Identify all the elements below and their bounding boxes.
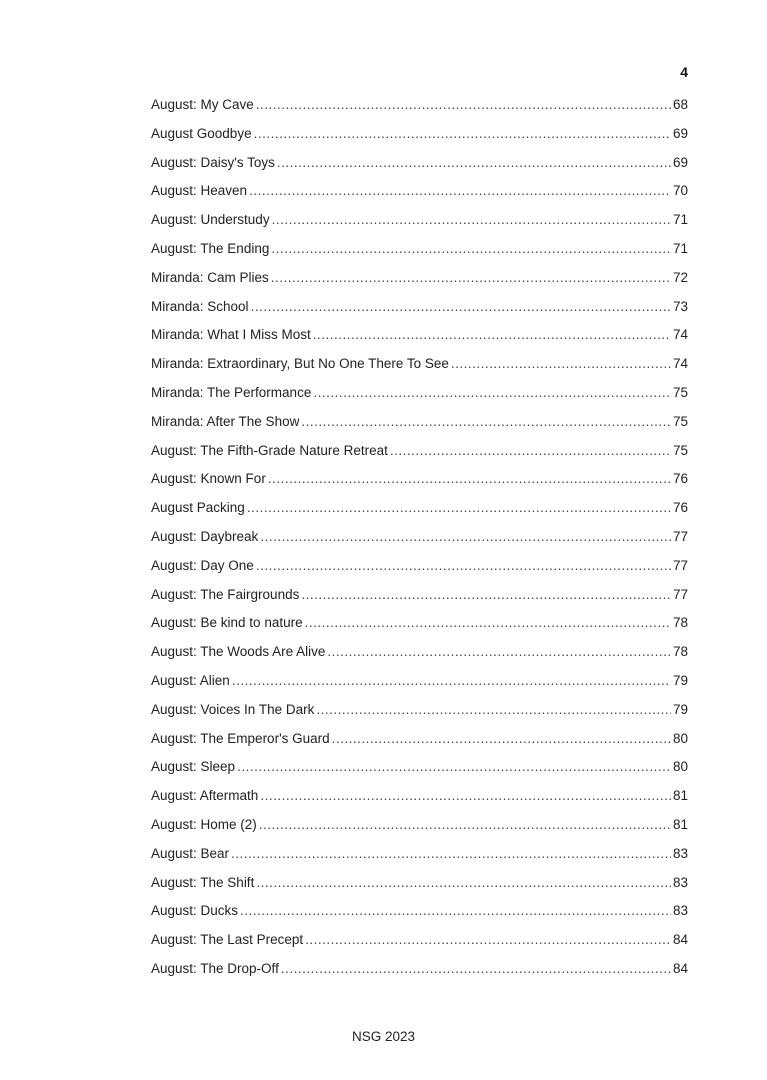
toc-entry-title: August: The Last Precept — [151, 932, 304, 948]
toc-entry-title: August: Sleep — [151, 759, 236, 775]
toc-dot-leader — [249, 183, 671, 198]
toc-entry-title: Miranda: The Performance — [151, 384, 312, 400]
toc-entry[interactable] — [151, 759, 688, 788]
toc-dot-leader — [231, 846, 671, 861]
toc-entry-page-number: 79 — [672, 701, 688, 717]
toc-entry-title: August: The Drop-Off — [151, 960, 279, 976]
toc-entry-page-number: 75 — [672, 442, 688, 458]
toc-entry[interactable] — [151, 731, 688, 760]
toc-dot-leader — [332, 731, 671, 746]
toc-entry-page-number: 75 — [672, 384, 688, 400]
toc-entry-page-number: 75 — [672, 413, 688, 429]
toc-dot-leader — [316, 702, 671, 717]
toc-entry-page-number: 83 — [672, 903, 688, 919]
toc-dot-leader — [281, 961, 671, 976]
toc-entry-title: August: Understudy — [151, 212, 270, 228]
toc-entry[interactable] — [151, 673, 688, 702]
toc-entry-title: Miranda: Extraordinary, But No One There To See — [151, 356, 449, 372]
toc-entry[interactable] — [151, 903, 688, 932]
toc-entry-page-number: 78 — [672, 615, 688, 631]
toc-entry-title: August: Home (2) — [151, 816, 257, 832]
toc-entry-title: August: Heaven — [151, 183, 248, 199]
toc-dot-leader — [313, 385, 671, 400]
toc-entry[interactable] — [151, 558, 688, 587]
toc-dot-leader — [271, 241, 671, 256]
toc-entry[interactable] — [151, 500, 688, 529]
toc-entry[interactable] — [151, 615, 688, 644]
toc-dot-leader — [260, 529, 671, 544]
toc-entry-page-number: 84 — [672, 932, 688, 948]
toc-dot-leader — [271, 270, 671, 285]
toc-dot-leader — [259, 817, 671, 832]
toc-entry[interactable] — [151, 529, 688, 558]
toc-entry-title: August Packing — [151, 500, 245, 516]
toc-entry-title: August: The Fifth-Grade Nature Retreat — [151, 442, 388, 458]
toc-entry-page-number: 77 — [672, 557, 688, 573]
toc-entry[interactable] — [151, 961, 688, 990]
toc-entry-page-number: 69 — [672, 125, 688, 141]
toc-entry[interactable] — [151, 97, 688, 126]
toc-dot-leader — [327, 644, 671, 659]
toc-entry[interactable] — [151, 126, 688, 155]
toc-entry-page-number: 71 — [672, 240, 688, 256]
toc-entry-title: August: Day One — [151, 557, 254, 573]
toc-entry-page-number: 79 — [672, 672, 688, 688]
toc-entry-title: August: Aftermath — [151, 788, 259, 804]
footer-text: NSG 2023 — [351, 1029, 416, 1044]
toc-entry-page-number: 84 — [672, 960, 688, 976]
toc-entry[interactable] — [151, 183, 688, 212]
toc-dot-leader — [451, 356, 671, 371]
toc-dot-leader — [305, 615, 671, 630]
toc-entry[interactable] — [151, 788, 688, 817]
toc-entry-page-number: 76 — [672, 500, 688, 516]
toc-entry-title: August: Daisy's Toys — [151, 154, 275, 170]
toc-entry[interactable] — [151, 932, 688, 961]
toc-entry-page-number: 83 — [672, 874, 688, 890]
toc-entry-title: August: My Cave — [151, 97, 254, 112]
toc-entry-page-number: 76 — [672, 471, 688, 487]
toc-entry-title: August: Ducks — [151, 903, 239, 919]
toc-dot-leader — [301, 587, 671, 602]
toc-entry[interactable] — [151, 270, 688, 299]
toc-entry-title: August Goodbye — [151, 125, 252, 141]
toc-entry[interactable] — [151, 443, 688, 472]
toc-entry[interactable] — [151, 327, 688, 356]
toc-entry[interactable] — [151, 817, 688, 846]
toc-entry-page-number: 80 — [672, 730, 688, 746]
toc-entry-page-number: 71 — [672, 212, 688, 228]
toc-entry-page-number: 77 — [672, 528, 688, 544]
toc-dot-leader — [256, 97, 671, 112]
toc-dot-leader — [240, 903, 671, 918]
toc-entry[interactable] — [151, 155, 688, 184]
toc-entry[interactable] — [151, 241, 688, 270]
toc-dot-leader — [268, 471, 671, 486]
toc-entry-page-number: 73 — [672, 298, 688, 314]
toc-dot-leader — [272, 212, 671, 227]
toc-entry-title: August: The Shift — [151, 874, 255, 890]
toc-entry-title: Miranda: After The Show — [151, 413, 300, 429]
page-number: 4 — [680, 64, 688, 80]
toc-dot-leader — [247, 500, 671, 515]
toc-dot-leader — [237, 759, 671, 774]
toc-dot-leader — [232, 673, 671, 688]
toc-entry-title: August: Voices In The Dark — [151, 701, 315, 717]
toc-entry-title: August: Bear — [151, 845, 230, 861]
toc-entry[interactable] — [151, 414, 688, 443]
toc-entry-title: Miranda: Cam Plies — [151, 269, 269, 285]
toc-entry-title: August: The Fairgrounds — [151, 586, 300, 602]
toc-entry[interactable] — [151, 587, 688, 616]
toc-entry-title: August: The Woods Are Alive — [151, 644, 326, 660]
toc-dot-leader — [260, 788, 671, 803]
toc-dot-leader — [256, 875, 671, 890]
toc-entry-page-number: 80 — [672, 759, 688, 775]
toc-entry[interactable] — [151, 875, 688, 904]
toc-entry[interactable] — [151, 212, 688, 241]
toc-dot-leader — [305, 932, 671, 947]
toc-entry[interactable] — [151, 385, 688, 414]
toc-entry-page-number: 72 — [672, 269, 688, 285]
toc-entry-page-number: 70 — [672, 183, 688, 199]
toc-dot-leader — [254, 126, 671, 141]
toc-entry-page-number: 78 — [672, 644, 688, 660]
toc-entry[interactable] — [151, 356, 688, 385]
toc-entry-page-number: 77 — [672, 586, 688, 602]
toc-entry-title: August: Alien — [151, 672, 230, 688]
toc-dot-leader — [313, 327, 671, 342]
toc-entry-page-number: 81 — [672, 816, 688, 832]
toc-entry[interactable] — [151, 846, 688, 875]
toc-entry-page-number: 83 — [672, 845, 688, 861]
toc-dot-leader — [277, 155, 671, 170]
toc-entry-title: Miranda: What I Miss Most — [151, 327, 311, 343]
toc-entry-title: August: Daybreak — [151, 528, 259, 544]
toc-entry-title: Miranda: School — [151, 298, 249, 314]
toc-dot-leader — [390, 443, 671, 458]
toc-entry-page-number: 74 — [672, 327, 688, 343]
toc-entry[interactable] — [151, 471, 688, 500]
toc-entry-page-number: 69 — [672, 154, 688, 170]
table-of-contents — [151, 97, 688, 990]
toc-entry-page-number: 81 — [672, 788, 688, 804]
toc-entry-page-number: 68 — [672, 97, 688, 112]
toc-entry-title: August: Be kind to nature — [151, 615, 303, 631]
toc-entry-title: August: The Ending — [151, 240, 270, 256]
toc-entry-title: August: The Emperor's Guard — [151, 730, 330, 746]
toc-entry-page-number: 74 — [672, 356, 688, 372]
toc-entry[interactable] — [151, 299, 688, 328]
toc-dot-leader — [256, 558, 671, 573]
toc-entry-title: August: Known For — [151, 471, 266, 487]
toc-entry[interactable] — [151, 644, 688, 673]
toc-entry[interactable] — [151, 702, 688, 731]
toc-dot-leader — [301, 414, 671, 429]
toc-dot-leader — [251, 299, 671, 314]
